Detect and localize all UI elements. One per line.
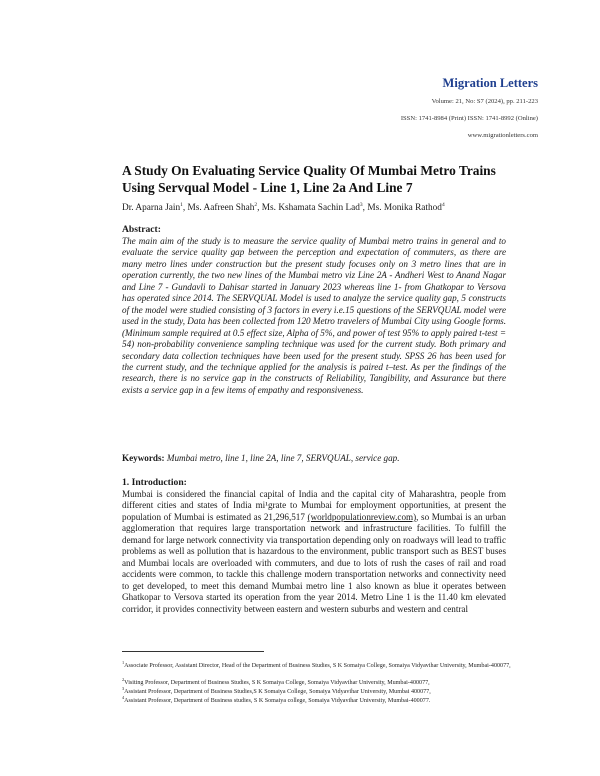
author-affiliation-mark: 4 [441,202,445,208]
issn-line: ISSN: 1741-8984 (Print) ISSN: 1741-8992 (Online) [400,115,538,122]
keywords-line [122,453,506,463]
intro-text-part-1: Mumbai is considered the financial capital of India and the capital city of Maharashtra, people from different cities and states of India mi¹grate to Mumbai for employment opportunities, at present the population of Mumbai is estimated as 21,296,517 [122,489,506,522]
section-heading-introduction: 1. Introduction: [122,477,187,488]
author-list [122,202,445,213]
volume-line: Volume: 21, No: S7 (2024), pp. 211-223 [431,98,538,105]
footnote-number: 1 [122,660,125,665]
footnote [122,659,512,670]
keywords-label: Keywords: [122,453,165,463]
abstract-body: The main aim of the study is to measure the service quality of Mumbai metro trains in general and to evaluate the service quality gap between the perception and expectation of commuters, as there are many metro lines under construction but the present study focuses only on 3 metro lines that are in operation currently, the two new lines of the Mumbai metro viz Line 2A - Andheri West to Anand Nagar and Line 7 - Gundavli to Dahisar started in January 2023 whereas line 1- from Ghatkopar to Versova has operated since 2014. The SERVQUAL Model is used to analyze the service quality gap, 5 constructs of the model were studied consisting of 3 factors in every i.e.15 questions of the SERVQUAL model were used in the study, Data has been collected from 120 Metro travelers of Mumbai City using Google forms. (Minimum sample required at 0.5 effect size, Alpha of 5%, and power of test 95% to apply paired t-test = 54) non-probability convenience sampling technique was used for the current study. Both primary and secondary data collection techniques have been used for the present study. SPSS 26 has been used for the current study, and the technique applied for the analysis is paired t–test. As per the findings of the research, there is no service gap in the constructs of Reliability, Tangibility, and Assurance but there exists a service gap in a few items of empathy and responsiveness. [122,236,506,395]
author-separator: , [182,203,188,214]
footnote-text: Assistant Professor, Department of Business studies, S K Somaiya college, Somaiya Vidyavihar University, Mumbai-400077. [124,698,431,705]
author-name: Ms. Aafreen Shah [187,203,255,214]
footnote-number: 3 [122,686,125,691]
intro-text-part-2: , so Mumbai is an urban agglomeration that requires large transportation network and infrastructure facilities. To fulfill the demand for large network connectivity via transportation depending only on roadways will lead to traffic problems as well as pollution that is hazardous to the environment, public transport such as BEST buses and Mumbai locals are overloaded with commuters, and due to lots of rush the cases of rail and road accidents were common, to tackle this challenge modern transportation networks and connectivity need to get developed, to meet this demand Mumbai metro line 1 also known as blue it operates between Ghatkopar to Versova started its operation from the year 2014. Metro Line 1 is the 11.40 km elevated corridor, it provides connectivity between eastern and western suburbs and western and central [122,511,506,614]
journal-name[interactable]: Migration Letters [442,76,538,90]
footnote-number: 2 [122,677,125,682]
source-link[interactable]: (worldpopulationreview.com) [307,511,417,522]
journal-website[interactable]: www.migrationletters.com [467,132,538,139]
footnote-text: Visiting Professor, Department of Business Studies, S K Somaiya College, Somaiya Vidyavihar University, Mumbai-400077, [124,680,430,687]
author-separator: , [362,203,368,214]
keywords-text: Mumbai metro, line 1, line 2A, line 7, SERVQUAL, service gap. [164,453,400,463]
author-name: Dr. Aparna Jain [122,203,181,214]
introduction-body [122,489,506,615]
author-separator: , [257,203,262,214]
author-affiliation-mark: 2 [254,202,258,208]
author-affiliation-mark: 3 [359,202,363,208]
author-name: Ms. Kshamata Sachin Lad [261,203,360,214]
footnote-divider [122,651,264,652]
footnote-text: Assistant Professor, Department of Business Studies,S K Somaiya College, Somaiya Vidyavihar University, Mumbai 400077, [124,689,431,696]
paper-title: A Study On Evaluating Service Quality Of Mumbai Metro Trains Using Servqual Model - Line 1, Line 2a And Line 7 [122,163,496,195]
footnote-text: Associate Professor, Assistant Director, Head of the Department of Business Studies, S K Somaiya College, Somaiya Vidyavihar University, Mumbai-400077, [124,663,511,670]
footnote [122,694,512,705]
footnote-number: 4 [122,695,125,700]
abstract-heading: Abstract: [122,224,161,235]
author-name: Ms. Monika Rathod [367,203,442,214]
author-affiliation-mark: 1 [180,202,183,208]
